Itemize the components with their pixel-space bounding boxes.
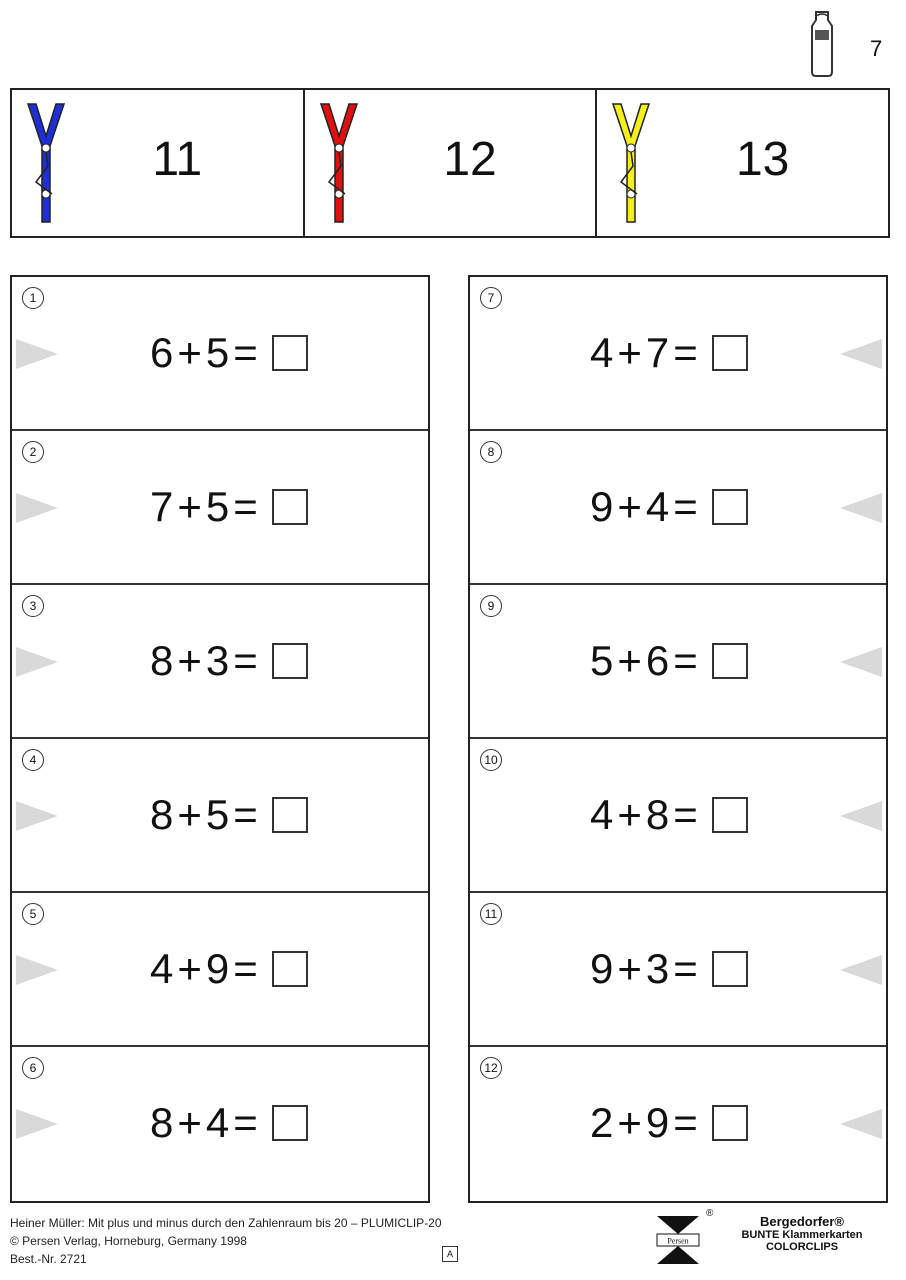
equation-op: + (177, 637, 202, 684)
footer-order-number: Best.-Nr. 2721 (10, 1252, 87, 1266)
equation-a: 4 (590, 329, 614, 376)
pointer-left-icon (840, 1109, 882, 1139)
equation-op: + (617, 945, 642, 992)
page-number: 7 (870, 36, 883, 61)
equation-op: + (617, 791, 642, 838)
answer-box[interactable] (712, 1105, 748, 1141)
equation-op: + (177, 329, 202, 376)
pointer-right-icon (16, 1109, 58, 1139)
equation (150, 791, 308, 839)
equation-eq: = (233, 637, 258, 684)
equation-b: 4 (205, 1099, 230, 1146)
task-number: 2 (22, 441, 44, 463)
task-number: 11 (480, 903, 502, 925)
equation-eq: = (233, 945, 258, 992)
equation-op: + (617, 637, 642, 684)
equation-a: 8 (150, 1099, 174, 1146)
task-card (470, 739, 886, 893)
task-number: 12 (480, 1057, 502, 1079)
answer-box[interactable] (272, 335, 308, 371)
task-number: 10 (480, 749, 502, 771)
equation (150, 329, 308, 377)
task-card (12, 893, 428, 1047)
equation-a: 5 (590, 637, 614, 684)
answer-box[interactable] (272, 489, 308, 525)
pointer-right-icon (16, 801, 58, 831)
footer-copyright: © Persen Verlag, Horneburg, Germany 1998 (10, 1234, 247, 1248)
equation-eq: = (673, 329, 698, 376)
equation-a: 8 (150, 791, 174, 838)
color-key-value: 13 (735, 133, 790, 186)
task-column-left (10, 275, 430, 1203)
equation (590, 329, 748, 377)
answer-box[interactable] (712, 335, 748, 371)
pointer-left-icon (840, 955, 882, 985)
equation-op: + (177, 483, 202, 530)
pointer-left-icon (840, 493, 882, 523)
equation (590, 483, 748, 531)
color-key-cell (12, 90, 305, 236)
equation-eq: = (673, 483, 698, 530)
equation-a: 8 (150, 637, 174, 684)
equation-a: 4 (590, 791, 614, 838)
pointer-right-icon (16, 955, 58, 985)
registered-mark: ® (706, 1208, 714, 1219)
equation-eq: = (233, 791, 258, 838)
task-column-right (468, 275, 888, 1203)
equation-op: + (617, 483, 642, 530)
answer-box[interactable] (712, 643, 748, 679)
equation-a: 9 (590, 945, 614, 992)
task-number: 5 (22, 903, 44, 925)
brand-name: Bergedorfer® (760, 1214, 844, 1229)
answer-box[interactable] (712, 797, 748, 833)
task-card (12, 431, 428, 585)
task-card (12, 277, 428, 431)
pointer-left-icon (840, 339, 882, 369)
task-card (470, 277, 886, 431)
task-number: 6 (22, 1057, 44, 1079)
task-number: 7 (480, 287, 502, 309)
task-card (470, 893, 886, 1047)
equation (150, 945, 308, 993)
brand-series: COLORCLIPS (765, 1241, 839, 1253)
task-number: 1 (22, 287, 44, 309)
color-key (10, 88, 890, 238)
color-key-cell (305, 90, 598, 236)
pointer-left-icon (840, 801, 882, 831)
brand-block (712, 1214, 892, 1253)
pointer-left-icon (840, 647, 882, 677)
equation-b: 7 (645, 329, 670, 376)
equation-eq: = (233, 483, 258, 530)
equation (590, 1099, 748, 1147)
answer-box[interactable] (272, 797, 308, 833)
footer-title: Heiner Müller: Mit plus und minus durch den Zahlenraum bis 20 – PLUMICLIP-20 (10, 1216, 442, 1230)
equation-a: 6 (150, 329, 174, 376)
equation-eq: = (673, 1099, 698, 1146)
equation-b: 5 (205, 483, 230, 530)
task-card (470, 431, 886, 585)
svg-text:Persen: Persen (667, 1236, 689, 1246)
publisher-logo (655, 1214, 701, 1266)
equation-op: + (177, 791, 202, 838)
equation-eq: = (673, 637, 698, 684)
equation (590, 945, 748, 993)
equation-op: + (617, 1099, 642, 1146)
equation-a: 7 (150, 483, 174, 530)
equation-eq: = (233, 329, 258, 376)
color-key-value: 11 (152, 133, 203, 186)
equation (590, 791, 748, 839)
answer-box[interactable] (272, 643, 308, 679)
color-key-cell (597, 90, 888, 236)
pointer-right-icon (16, 339, 58, 369)
equation-op: + (177, 1099, 202, 1146)
task-card (470, 585, 886, 739)
equation-a: 2 (590, 1099, 614, 1146)
pointer-right-icon (16, 493, 58, 523)
equation-b: 3 (205, 637, 230, 684)
equation (590, 637, 748, 685)
equation-b: 4 (645, 483, 670, 530)
equation-b: 8 (645, 791, 670, 838)
task-card (12, 739, 428, 893)
equation-op: + (617, 329, 642, 376)
equation (150, 1099, 308, 1147)
equation-b: 5 (205, 329, 230, 376)
pointer-right-icon (16, 647, 58, 677)
equation-eq: = (233, 1099, 258, 1146)
equation-eq: = (673, 945, 698, 992)
equation-b: 6 (645, 637, 670, 684)
task-number: 8 (480, 441, 502, 463)
equation-b: 9 (205, 945, 230, 992)
equation-eq: = (673, 791, 698, 838)
equation-b: 9 (645, 1099, 670, 1146)
answer-box[interactable] (272, 951, 308, 987)
task-number: 3 (22, 595, 44, 617)
footer-code-box: A (442, 1246, 458, 1262)
task-number: 9 (480, 595, 502, 617)
answer-box[interactable] (712, 951, 748, 987)
equation-b: 5 (205, 791, 230, 838)
task-number: 4 (22, 749, 44, 771)
task-card (12, 585, 428, 739)
equation-a: 4 (150, 945, 174, 992)
bottle-icon (802, 8, 842, 78)
color-key-value: 12 (443, 133, 497, 186)
equation (150, 483, 308, 531)
answer-box[interactable] (272, 1105, 308, 1141)
equation (150, 637, 308, 685)
equation-a: 9 (590, 483, 614, 530)
equation-op: + (177, 945, 202, 992)
brand-subtitle: BUNTE Klammerkarten (741, 1229, 863, 1241)
answer-box[interactable] (712, 489, 748, 525)
task-card (12, 1047, 428, 1201)
task-card (470, 1047, 886, 1201)
equation-b: 3 (645, 945, 670, 992)
